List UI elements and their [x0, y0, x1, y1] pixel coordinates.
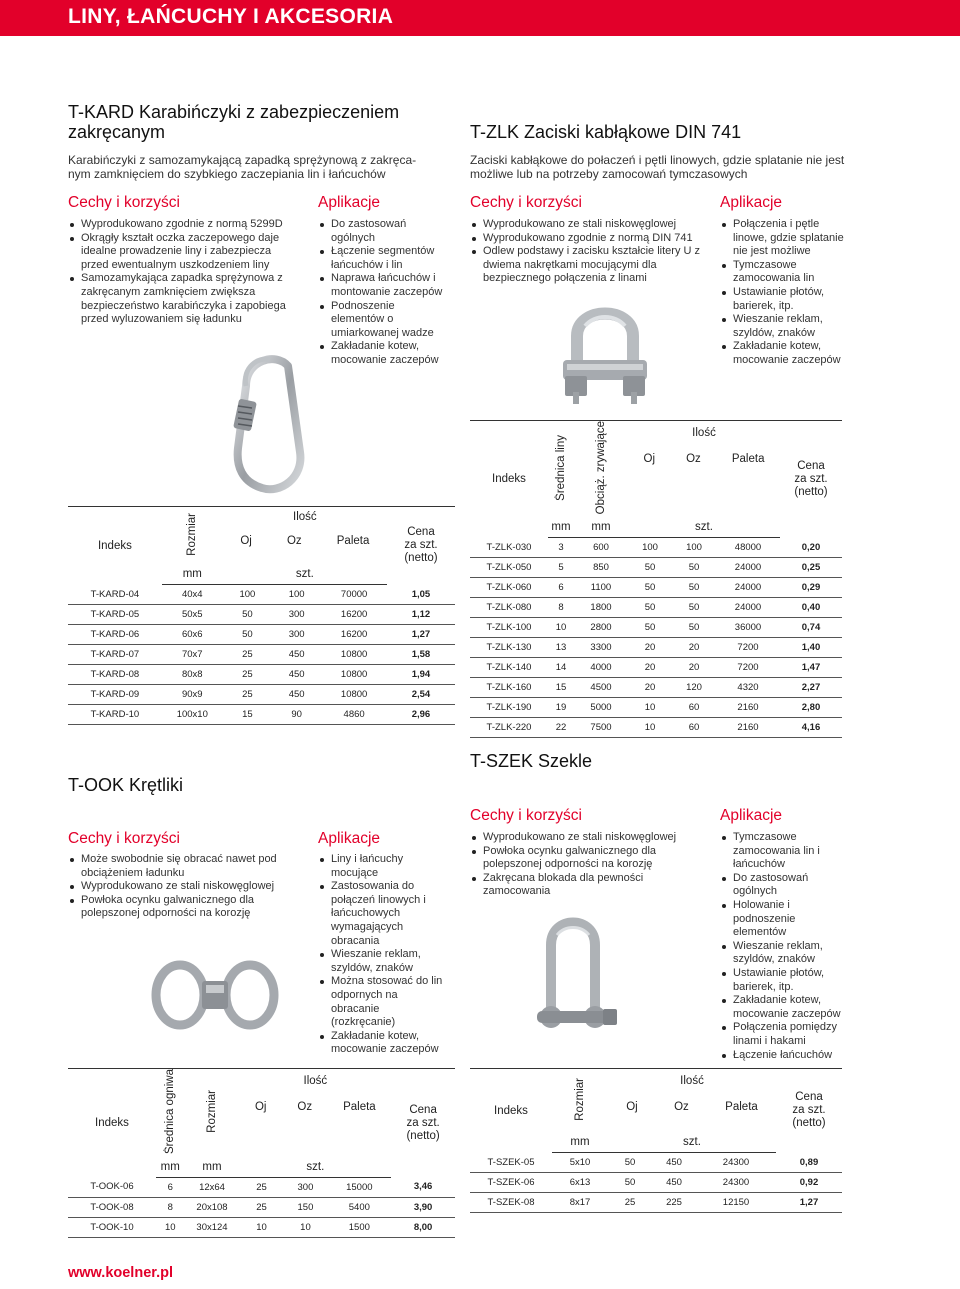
list-item: Ustawianie płotów, barierek, itp.	[720, 967, 850, 994]
table-cell: T-KARD-10	[68, 705, 162, 725]
table-cell: 5000	[574, 697, 628, 717]
list-item: Naprawa łańcuchów i montowanie zaczepów	[318, 272, 446, 299]
table-cell: 4860	[321, 705, 387, 725]
table-cell: 225	[652, 1193, 696, 1213]
list-item: Wieszanie reklam, szyldów, znaków	[720, 313, 850, 340]
szek-th-oz: Oz	[674, 1101, 689, 1113]
kard-title: T-KARD Karabińczyki z zabezpieczeniem zakręcanym	[68, 102, 400, 142]
zlk-th-price-l3: (netto)	[794, 485, 828, 498]
table-cell: 70x7	[162, 645, 223, 665]
table-cell: 100	[272, 585, 321, 605]
table-cell: 10	[628, 697, 672, 717]
shackle-image	[525, 905, 620, 1040]
zlk-th-quantity: Ilość	[692, 427, 716, 439]
zlk-th-quantity-group	[628, 421, 780, 518]
table-row	[68, 685, 455, 705]
table-cell: 12x64	[185, 1177, 240, 1197]
kard-section	[68, 102, 408, 142]
list-item: Można stosować do lin odpornych na obracanie (rozkręcanie)	[318, 975, 446, 1029]
price-cell: 2,80	[780, 697, 842, 717]
szek-features-list	[470, 831, 710, 899]
ook-th-oz: Oz	[297, 1101, 313, 1113]
price-cell: 2,54	[387, 685, 455, 705]
table-cell: 15	[548, 677, 574, 697]
szek-th-quantity: Ilość	[680, 1075, 704, 1087]
table-cell: 25	[223, 685, 272, 705]
kard-description: Karabińczyki z samozamykającą zapadką sprężynową z zakręca-nym zamknięciem do szybkiego zaczepiania lin i łańcuchów	[68, 153, 417, 181]
table-cell: 100x10	[162, 705, 223, 725]
zlk-title: T-ZLK Zaciski kabłąkowe DIN 741	[470, 122, 742, 142]
zlk-th-oj: Oj	[643, 453, 656, 465]
table-cell: 48000	[716, 537, 780, 557]
table-cell: 22	[548, 717, 574, 737]
table-cell: 16200	[321, 605, 387, 625]
table-cell: 50	[672, 617, 716, 637]
zlk-th-unit-mm-1: mm	[548, 517, 574, 537]
th-quantity: Ilość	[293, 511, 317, 523]
table-row	[68, 1197, 455, 1217]
table-cell: T-ZLK-140	[470, 657, 548, 677]
szek-th-index: Indeks	[470, 1069, 552, 1153]
table-cell: 25	[240, 1197, 284, 1217]
price-cell: 0,92	[776, 1173, 842, 1193]
ook-table	[68, 1068, 455, 1238]
table-row	[470, 657, 842, 677]
th-price-l3: (netto)	[404, 552, 438, 565]
table-cell: 25	[223, 665, 272, 685]
table-cell: 300	[283, 1177, 327, 1197]
list-item: Zakładanie kotew, mocowanie zaczepów	[720, 340, 850, 367]
table-cell: 8	[156, 1197, 185, 1217]
price-cell: 0,25	[780, 557, 842, 577]
table-cell: T-ZLK-050	[470, 557, 548, 577]
table-cell: 50	[608, 1173, 652, 1193]
table-cell: 7200	[716, 657, 780, 677]
ook-th-size: Rozmiar	[205, 1090, 218, 1133]
table-cell: 300	[272, 625, 321, 645]
price-cell: 0,20	[780, 537, 842, 557]
table-cell: 10800	[321, 665, 387, 685]
table-row	[470, 1193, 842, 1213]
table-cell: T-KARD-05	[68, 605, 162, 625]
table-cell: 8x17	[552, 1193, 608, 1213]
table-cell: T-ZLK-190	[470, 697, 548, 717]
table-cell: 15	[223, 705, 272, 725]
ook-th-index: Indeks	[68, 1069, 156, 1178]
szek-applications-list	[720, 831, 850, 1062]
table-cell: 3300	[574, 637, 628, 657]
szek-features-heading: Cechy i korzyści	[470, 807, 582, 824]
zlk-th-breaking-load: Obciąż. zrywające	[594, 421, 607, 515]
table-cell: 1100	[574, 577, 628, 597]
list-item: Wyprodukowano ze stali niskowęglowej	[68, 880, 298, 894]
table-cell: 20	[628, 637, 672, 657]
list-item: Zakładanie kotew, mocowanie zaczepów	[720, 994, 850, 1021]
price-cell: 1,27	[776, 1193, 842, 1213]
table-cell: 30x124	[185, 1217, 240, 1237]
table-cell: 60	[672, 717, 716, 737]
table-cell: 36000	[716, 617, 780, 637]
zlk-th-unit-pcs: szt.	[628, 517, 780, 537]
table-cell: 16200	[321, 625, 387, 645]
table-cell: 24000	[716, 557, 780, 577]
list-item: Odlew podstawy i zacisku kształcie litery U z dwiema nakrętkami mocującymi dla bezpiecznego połączenia z linami	[470, 245, 710, 286]
list-item: Liny i łańcuchy mocujące	[318, 853, 446, 880]
list-item: Zakręcana blokada dla pewności zamocowania	[470, 872, 710, 899]
list-item: Powłoka ocynku galwanicznego dla polepszonej odporności na korozję	[470, 845, 710, 872]
zlk-th-price-l2: za szt.	[794, 472, 828, 485]
table-cell: 6	[548, 577, 574, 597]
table-cell: 300	[272, 605, 321, 625]
wire-rope-clip-image	[555, 296, 655, 406]
price-cell: 2,96	[387, 705, 455, 725]
table-row	[68, 625, 455, 645]
kard-applications-list	[318, 218, 446, 368]
table-cell: 2800	[574, 617, 628, 637]
ook-th-unit-mm-1: mm	[156, 1157, 185, 1177]
list-item: Wyprodukowano zgodnie z normą DIN 741	[470, 232, 710, 246]
table-cell: 14	[548, 657, 574, 677]
table-cell: T-KARD-06	[68, 625, 162, 645]
table-cell: 20	[628, 657, 672, 677]
table-cell: 20	[672, 657, 716, 677]
swivel-image	[150, 955, 280, 1035]
price-cell: 3,90	[391, 1197, 455, 1217]
table-cell: 80x8	[162, 665, 223, 685]
price-cell: 1,58	[387, 645, 455, 665]
table-cell: 25	[608, 1193, 652, 1213]
ook-th-price	[391, 1069, 455, 1178]
table-cell: 600	[574, 537, 628, 557]
ook-th-quantity-group	[240, 1069, 392, 1158]
list-item: Połączenia pomiędzy linami i hakami	[720, 1021, 850, 1048]
table-row	[470, 677, 842, 697]
table-row	[68, 1177, 455, 1197]
ook-features-list	[68, 853, 298, 921]
table-cell: 450	[652, 1173, 696, 1193]
ook-th-link-diameter: Średnica ogniwa	[163, 1069, 176, 1155]
table-row	[470, 557, 842, 577]
list-item: Wyprodukowano ze stali niskowęglowej	[470, 831, 710, 845]
table-cell: T-SZEK-05	[470, 1153, 552, 1173]
table-row	[68, 605, 455, 625]
price-cell: 1,47	[780, 657, 842, 677]
table-cell: 1500	[327, 1217, 391, 1237]
zlk-table	[470, 420, 842, 738]
list-item: Łączenie łańcuchów	[720, 1049, 850, 1063]
table-cell: 120	[672, 677, 716, 697]
table-cell: 6	[156, 1177, 185, 1197]
list-item: Tymczasowe zamocowania lin	[720, 259, 850, 286]
table-cell: 10	[240, 1217, 284, 1237]
list-item: Połączenia i pętle linowe, gdzie splatanie nie jest możliwe	[720, 218, 850, 259]
table-cell: 50	[628, 617, 672, 637]
table-row	[470, 1173, 842, 1193]
table-cell: 450	[272, 665, 321, 685]
list-item: Wyprodukowano zgodnie z normą 5299D	[68, 218, 293, 232]
price-cell: 1,05	[387, 585, 455, 605]
table-cell: 70000	[321, 585, 387, 605]
price-cell: 0,89	[776, 1153, 842, 1173]
table-row	[68, 705, 455, 725]
th-price-l1: Cena	[407, 526, 435, 539]
szek-th-price-l1: Cena	[795, 1091, 823, 1104]
table-cell: 10	[156, 1217, 185, 1237]
ook-title: T-OOK Krętliki	[68, 775, 184, 795]
price-cell: 1,27	[387, 625, 455, 645]
szek-th-price	[776, 1069, 842, 1153]
table-cell: T-KARD-04	[68, 585, 162, 605]
th-unit-mm: mm	[162, 565, 223, 585]
list-item: Ustawianie płotów, barierek, itp.	[720, 286, 850, 313]
table-cell: 2160	[716, 717, 780, 737]
table-cell: T-ZLK-160	[470, 677, 548, 697]
price-cell: 1,12	[387, 605, 455, 625]
table-cell: 10	[283, 1217, 327, 1237]
th-size: Rozmiar	[185, 512, 198, 556]
ook-th-price-l2: za szt.	[406, 1116, 440, 1129]
table-cell: 50	[672, 557, 716, 577]
table-cell: T-SZEK-06	[470, 1173, 552, 1193]
table-cell: T-ZLK-030	[470, 537, 548, 557]
ook-applications-list	[318, 853, 446, 1057]
price-cell: 0,29	[780, 577, 842, 597]
table-cell: 450	[272, 645, 321, 665]
price-cell: 2,27	[780, 677, 842, 697]
table-cell: 20	[672, 637, 716, 657]
table-cell: 50	[223, 625, 272, 645]
zlk-applications-list	[720, 218, 850, 368]
zlk-features-list	[470, 218, 710, 286]
table-cell: 20	[628, 677, 672, 697]
table-cell: T-ZLK-220	[470, 717, 548, 737]
th-quantity-group	[223, 507, 387, 565]
szek-th-price-l3: (netto)	[792, 1117, 826, 1130]
price-cell: 8,00	[391, 1217, 455, 1237]
table-cell: 7500	[574, 717, 628, 737]
table-cell: 450	[652, 1153, 696, 1173]
table-cell: 90	[272, 705, 321, 725]
table-row	[470, 697, 842, 717]
szek-th-oj: Oj	[626, 1101, 638, 1113]
table-cell: 4000	[574, 657, 628, 677]
ook-features-heading: Cechy i korzyści	[68, 830, 180, 847]
zlk-th-price-l1: Cena	[797, 459, 825, 472]
table-cell: 10	[548, 617, 574, 637]
table-cell: 2160	[716, 697, 780, 717]
page-title: LINY, ŁAŃCUCHY I AKCESORIA	[68, 5, 394, 28]
table-row	[470, 537, 842, 557]
table-cell: 60x6	[162, 625, 223, 645]
table-cell: 25	[223, 645, 272, 665]
table-cell: 50x5	[162, 605, 223, 625]
table-cell: T-KARD-09	[68, 685, 162, 705]
szek-title: T-SZEK Szekle	[470, 751, 593, 771]
kard-features-heading: Cechy i korzyści	[68, 194, 180, 211]
table-row	[470, 637, 842, 657]
table-cell: T-ZLK-080	[470, 597, 548, 617]
szek-applications-heading: Aplikacje	[720, 807, 783, 824]
table-cell: 50	[628, 597, 672, 617]
szek-th-pallet: Paleta	[725, 1101, 758, 1113]
table-cell: 8	[548, 597, 574, 617]
table-cell: T-KARD-08	[68, 665, 162, 685]
kard-features-list	[68, 218, 293, 327]
table-row	[470, 597, 842, 617]
table-row	[68, 645, 455, 665]
zlk-th-oz: Oz	[686, 453, 701, 465]
footer-url-link[interactable]: www.koelner.pl	[68, 1265, 174, 1281]
list-item: Okrągły kształt oczka zaczepowego daje idealne prowadzenie liny i zabezpiecza przed ewentualnym uszkodzeniem liny	[68, 232, 293, 273]
table-cell: 10800	[321, 685, 387, 705]
ook-th-quantity: Ilość	[303, 1075, 328, 1087]
header-banner	[0, 0, 960, 36]
table-cell: 150	[283, 1197, 327, 1217]
th-price	[387, 507, 455, 585]
table-cell: 60	[672, 697, 716, 717]
th-unit-pcs: szt.	[223, 565, 387, 585]
table-cell: 50	[628, 577, 672, 597]
szek-th-size: Rozmiar	[573, 1077, 586, 1121]
table-row	[470, 617, 842, 637]
price-cell: 0,74	[780, 617, 842, 637]
price-cell: 1,94	[387, 665, 455, 685]
list-item: Podnoszenie elementów o umiarkowanej wadze	[318, 300, 446, 341]
table-cell: 450	[272, 685, 321, 705]
th-oz: Oz	[286, 535, 302, 547]
th-price-l2: za szt.	[404, 539, 438, 552]
table-cell: 10800	[321, 645, 387, 665]
price-cell: 3,46	[391, 1177, 455, 1197]
table-cell: 12150	[696, 1193, 776, 1213]
carabiner-image	[218, 348, 318, 496]
list-item: Samozamykająca zapadka sprężynowa z zakręcanym zamknięciem zwiększa bezpieczeństwo karabińczyka i zapobiega przed wyluzowaniem się ładunku	[68, 272, 293, 326]
ook-th-unit-mm-2: mm	[185, 1157, 240, 1177]
ook-th-unit-pcs: szt.	[240, 1157, 392, 1177]
list-item: Do zastosowań ogólnych	[318, 218, 446, 245]
th-pallet: Paleta	[336, 535, 370, 547]
table-row	[470, 577, 842, 597]
table-row	[470, 717, 842, 737]
table-cell: 1800	[574, 597, 628, 617]
table-cell: T-ZLK-060	[470, 577, 548, 597]
ook-th-oj: Oj	[254, 1101, 267, 1113]
ook-applications-heading: Aplikacje	[318, 830, 381, 847]
table-cell: 100	[628, 537, 672, 557]
zlk-th-index: Indeks	[470, 421, 548, 538]
list-item: Zastosowania do połączeń linowych i łańcuchowych wymagających obracania	[318, 880, 446, 948]
table-row	[68, 1217, 455, 1237]
table-cell: 6x13	[552, 1173, 608, 1193]
list-item: Holowanie i podnoszenie elementów	[720, 899, 850, 940]
table-cell: 5400	[327, 1197, 391, 1217]
list-item: Łączenie segmentów łańcuchów i lin	[318, 245, 446, 272]
table-cell: 24300	[696, 1173, 776, 1193]
table-cell: 25	[240, 1177, 284, 1197]
szek-th-quantity-group	[608, 1069, 776, 1133]
table-cell: 15000	[327, 1177, 391, 1197]
table-cell: 4500	[574, 677, 628, 697]
list-item: Powłoka ocynku galwanicznego dla polepszonej odporności na korozję	[68, 894, 298, 921]
zlk-th-unit-mm-2: mm	[574, 517, 628, 537]
kard-table	[68, 506, 455, 725]
zlk-th-rope-diameter: Średnica liny	[554, 434, 567, 501]
price-cell: 0,40	[780, 597, 842, 617]
list-item: Zakładanie kotew, mocowanie zaczepów	[318, 340, 446, 367]
table-cell: T-OOK-08	[68, 1197, 156, 1217]
zlk-applications-heading: Aplikacje	[720, 194, 783, 211]
table-cell: 24300	[696, 1153, 776, 1173]
table-cell: 20x108	[185, 1197, 240, 1217]
list-item: Do zastosowań ogólnych	[720, 872, 850, 899]
table-cell: T-ZLK-100	[470, 617, 548, 637]
th-oj: Oj	[240, 535, 252, 547]
table-cell: 100	[223, 585, 272, 605]
list-item: Wieszanie reklam, szyldów, znaków	[720, 940, 850, 967]
zlk-th-price	[780, 421, 842, 538]
table-cell: 7200	[716, 637, 780, 657]
szek-table	[470, 1068, 842, 1213]
table-cell: 5x10	[552, 1153, 608, 1173]
table-cell: 10	[628, 717, 672, 737]
table-cell: T-OOK-06	[68, 1177, 156, 1197]
table-row	[68, 585, 455, 605]
price-cell: 4,16	[780, 717, 842, 737]
ook-th-price-l3: (netto)	[406, 1129, 440, 1142]
list-item: Tymczasowe zamocowania lin i łańcuchów	[720, 831, 850, 872]
price-cell: 1,40	[780, 637, 842, 657]
kard-applications-heading: Aplikacje	[318, 194, 381, 211]
table-cell: 24000	[716, 597, 780, 617]
table-cell: 50	[628, 557, 672, 577]
table-cell: 4320	[716, 677, 780, 697]
th-index: Indeks	[68, 507, 162, 585]
zlk-description: Zaciski kabłąkowe do połaczeń i pętli linowych, gdzie splatanie nie jest możliwe lub na potrzeby zamocowań tymczasowych	[470, 153, 845, 181]
table-cell: 13	[548, 637, 574, 657]
table-cell: T-OOK-10	[68, 1217, 156, 1237]
table-cell: T-KARD-07	[68, 645, 162, 665]
table-cell: 50	[223, 605, 272, 625]
szek-th-unit-mm: mm	[552, 1133, 608, 1153]
zlk-th-pallet: Paleta	[731, 453, 765, 465]
table-cell: 50	[672, 577, 716, 597]
list-item: Zakładanie kotew, mocowanie zaczepów	[318, 1030, 446, 1057]
table-row	[68, 665, 455, 685]
list-item: Wyprodukowano ze stali niskowęglowej	[470, 218, 710, 232]
table-cell: 40x4	[162, 585, 223, 605]
table-cell: 24000	[716, 577, 780, 597]
szek-th-unit-pcs: szt.	[608, 1133, 776, 1153]
zlk-features-heading: Cechy i korzyści	[470, 194, 582, 211]
table-cell: 19	[548, 697, 574, 717]
table-cell: 5	[548, 557, 574, 577]
table-cell: 50	[672, 597, 716, 617]
table-cell: T-SZEK-08	[470, 1193, 552, 1213]
table-cell: 100	[672, 537, 716, 557]
table-cell: 850	[574, 557, 628, 577]
table-row	[470, 1153, 842, 1173]
table-cell: 3	[548, 537, 574, 557]
szek-th-price-l2: za szt.	[792, 1104, 826, 1117]
table-cell: 90x9	[162, 685, 223, 705]
table-cell: 50	[608, 1153, 652, 1173]
list-item: Może swobodnie się obracać nawet pod obciążeniem ładunku	[68, 853, 298, 880]
ook-th-price-l1: Cena	[409, 1103, 437, 1116]
table-cell: T-ZLK-130	[470, 637, 548, 657]
list-item: Wieszanie reklam, szyldów, znaków	[318, 948, 446, 975]
ook-th-pallet: Paleta	[343, 1101, 376, 1113]
